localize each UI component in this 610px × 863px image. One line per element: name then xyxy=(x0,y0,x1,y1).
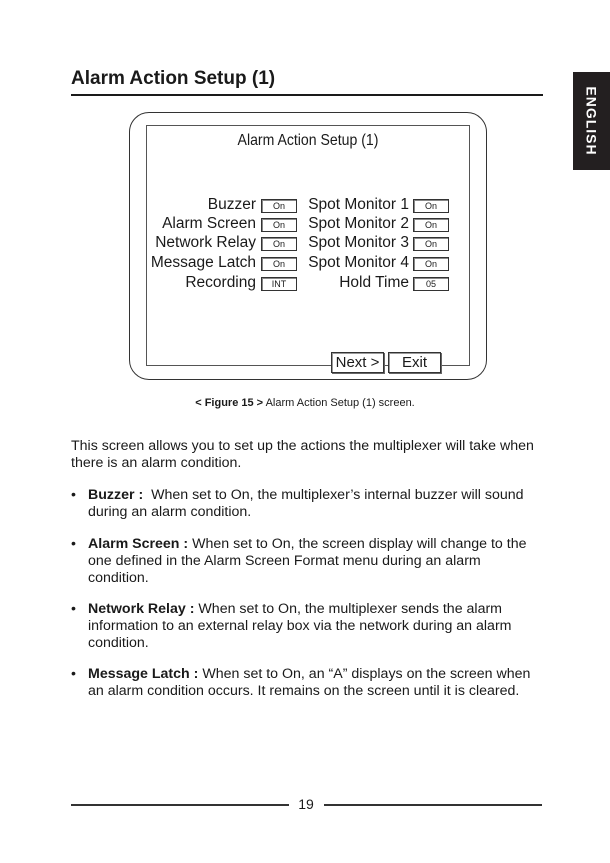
page-number: 19 xyxy=(298,796,314,812)
menu-value-spot-monitor-2[interactable]: On xyxy=(413,218,449,232)
menu-value-spot-monitor-4[interactable]: On xyxy=(413,257,449,271)
bullet-dot: • xyxy=(71,536,76,552)
osd-menu-panel xyxy=(146,125,470,371)
bullet-term-message-latch: Message Latch : xyxy=(88,666,199,682)
menu-value-message-latch[interactable]: On xyxy=(261,257,297,271)
menu-label-hold-time: Hold Time xyxy=(339,274,409,291)
intro-paragraph: This screen allows you to set up the actions the multiplexer will take when there is an alarm condition. xyxy=(71,438,534,471)
bullet-buzzer xyxy=(71,487,543,521)
bullet-text-message-latch: When set to On, an “A” displays on the screen when an alarm condition occurs. It remains on the screen until it is cleared. xyxy=(88,666,531,699)
menu-value-hold-time[interactable]: 05 xyxy=(413,277,449,291)
menu-label-alarm-screen: Alarm Screen xyxy=(162,215,256,232)
menu-label-recording: Recording xyxy=(185,274,256,291)
bullet-dot: • xyxy=(71,666,76,682)
section-title: Alarm Action Setup (1) xyxy=(71,68,543,96)
language-tab xyxy=(573,72,610,170)
bullet-message-latch xyxy=(71,666,543,700)
menu-row-spot-monitor-4 xyxy=(147,254,457,272)
footer-rule-left xyxy=(71,804,289,806)
menu-value-recording[interactable]: INT xyxy=(261,277,297,291)
osd-menu-title: Alarm Action Setup (1) xyxy=(237,132,379,149)
menu-row-spot-monitor-2 xyxy=(147,215,457,233)
bullet-term-buzzer: Buzzer : xyxy=(88,487,144,503)
figure-reference: < Figure 15 > xyxy=(195,397,264,409)
menu-row-hold-time xyxy=(147,274,457,292)
menu-label-network-relay: Network Relay xyxy=(155,234,256,251)
language-tab-label: ENGLISH xyxy=(583,86,600,156)
bullet-dot: • xyxy=(71,601,76,617)
menu-value-network-relay[interactable]: On xyxy=(261,237,297,251)
bullet-text-buzzer: When set to On, the multiplexer’s internal buzzer will sound during an alarm condition. xyxy=(88,487,524,520)
exit-button[interactable]: Exit xyxy=(388,352,441,373)
figure-caption xyxy=(0,397,610,409)
footer-rule-right xyxy=(324,804,542,806)
menu-value-spot-monitor-1[interactable]: On xyxy=(413,199,449,213)
menu-row-spot-monitor-3 xyxy=(147,234,457,252)
menu-label-message-latch: Message Latch xyxy=(150,254,256,271)
bullet-term-network-relay: Network Relay : xyxy=(88,601,195,617)
bullet-network-relay xyxy=(71,601,543,652)
menu-label-spot-monitor-1: Spot Monitor 1 xyxy=(308,196,409,213)
bullet-alarm-screen xyxy=(71,536,543,587)
bullet-text-alarm-screen: When set to On, the screen display will change to the one defined in the Alarm Screen Format menu during an alarm condition. xyxy=(88,536,527,586)
menu-value-alarm-screen[interactable]: On xyxy=(261,218,297,232)
bullet-dot: • xyxy=(71,487,76,503)
menu-label-spot-monitor-2: Spot Monitor 2 xyxy=(308,215,409,232)
menu-label-spot-monitor-4: Spot Monitor 4 xyxy=(308,254,409,271)
next-button[interactable]: Next > xyxy=(331,352,384,373)
figure-caption-text: Alarm Action Setup (1) screen. xyxy=(265,397,415,409)
menu-row-spot-monitor-1 xyxy=(147,196,457,214)
menu-value-spot-monitor-3[interactable]: On xyxy=(413,237,449,251)
osd-screen-figure xyxy=(129,112,487,380)
menu-label-spot-monitor-3: Spot Monitor 3 xyxy=(308,234,409,251)
menu-value-buzzer[interactable]: On xyxy=(261,199,297,213)
menu-label-buzzer: Buzzer xyxy=(207,196,256,213)
bullet-term-alarm-screen: Alarm Screen : xyxy=(88,536,189,552)
bullet-text-network-relay: When set to On, the multiplexer sends the alarm information to an external relay box via the network during an alarm condition. xyxy=(88,601,512,651)
